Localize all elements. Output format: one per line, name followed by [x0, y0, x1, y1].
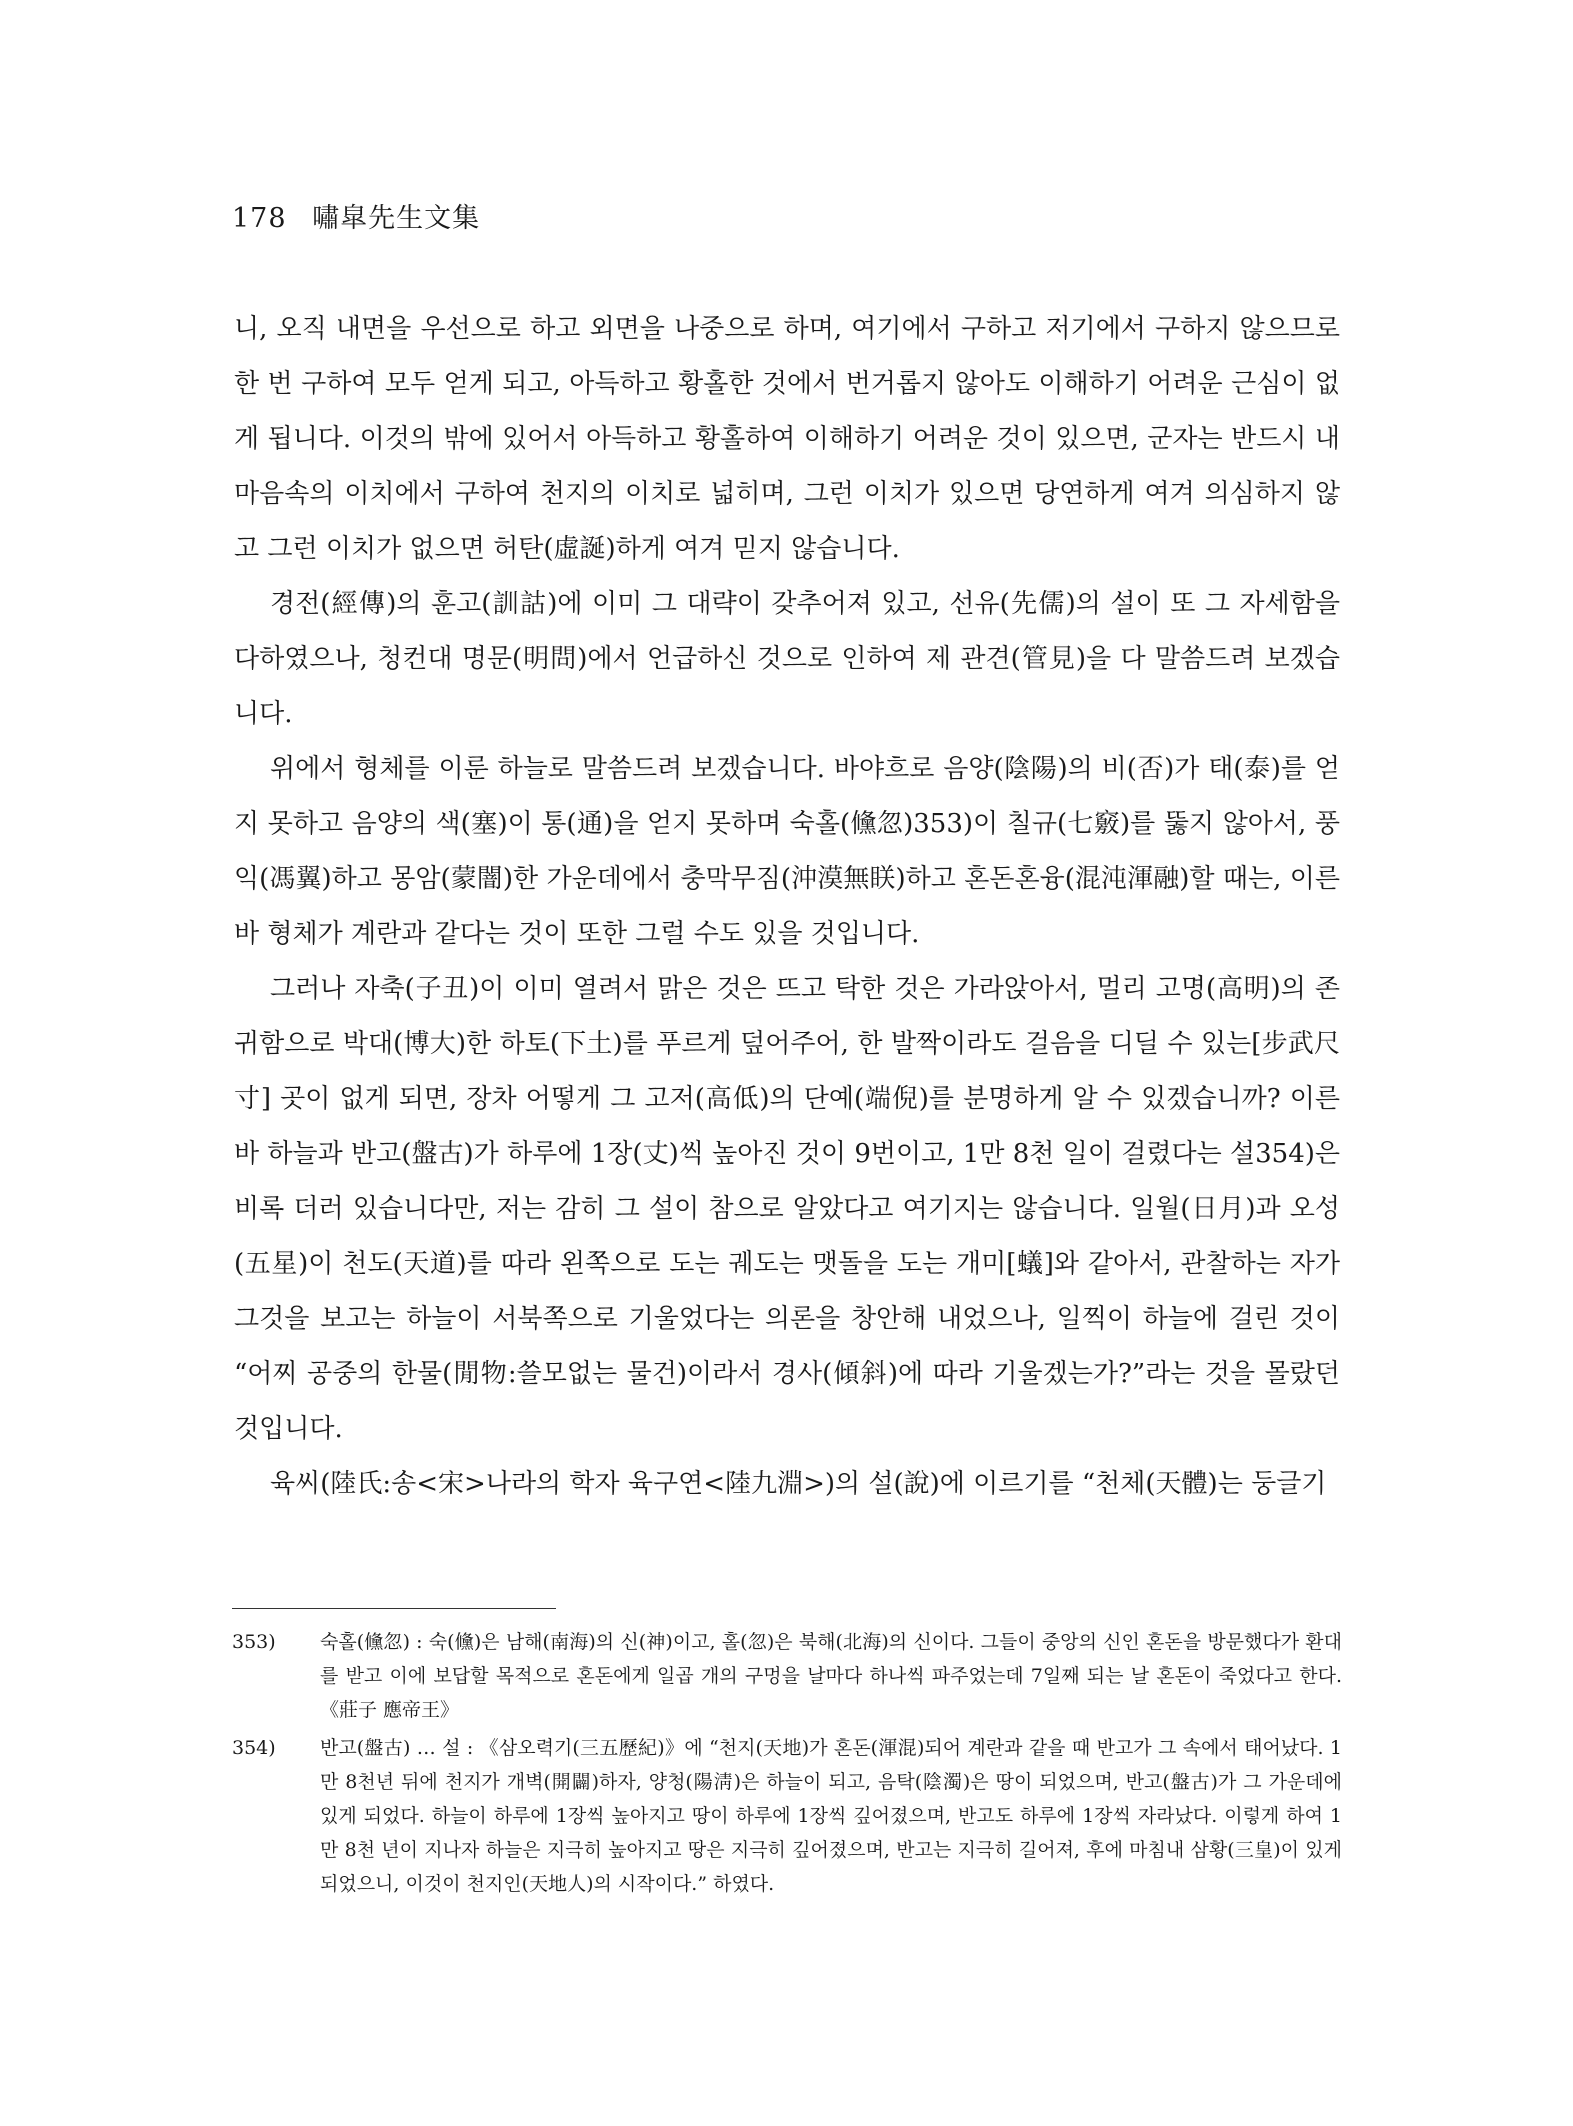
footnote-text: 반고(盤古) … 설 : 《삼오력기(三五歷紀)》에 “천지(天地)가 혼돈(渾混)되어 계란과 같을 때 반고가 그 속에서 태어났다. 1만 8천년 뒤에 천지가 개벽(開闢)하자, 양청(陽淸)은 하늘이 되고, 음탁(陰濁)은 땅이 되었으며, 반고(盤古)가 그 가운데에 있게 되었다. 하늘이 하루에 1장씩 높아지고 땅이 하루에 1장씩 깊어졌으며, 반고도 하루에 1장씩 자라났다. 이렇게 하여 1만 8천 년이 지나자 하늘은 지극히 높아지고 땅은 지극히 깊어졌으며, 반고는 지극히 길어져, 후에 마침내 삼황(三皇)이 있게 되었으니, 이것이 천지인(天地人)의 시작이다.” 하였다.	[320, 1737, 1342, 1895]
footnote-text: 숙홀(儵忽) : 숙(儵)은 남해(南海)의 신(神)이고, 홀(忽)은 북해(北海)의 신이다. 그들이 중앙의 신인 혼돈을 방문했다가 환대를 받고 이에 보답할 목적으로 혼돈에게 일곱 개의 구멍을 날마다 하나씩 파주었는데 7일째 되는 날 혼돈이 죽었다고 한다. 《莊子 應帝王》	[320, 1631, 1342, 1721]
body-text	[234, 302, 1340, 1512]
book-title: 嘯皐先生文集	[312, 203, 481, 234]
page-number: 178	[232, 203, 287, 234]
paragraph: 경전(經傳)의 훈고(訓詁)에 이미 그 대략이 갖추어져 있고, 선유(先儒)의 설이 또 그 자세함을 다하였으나, 청컨대 명문(明問)에서 언급하신 것으로 인하여 제 관견(管見)을 다 말씀드려 보겠습니다.	[234, 589, 1340, 729]
footnotes	[232, 1625, 1342, 1905]
footnote-divider	[232, 1608, 556, 1609]
paragraph: 육씨(陸氏:송<宋>나라의 학자 육구연<陸九淵>)의 설(說)에 이르기를 “천체(天體)는 둥글기	[270, 1469, 1327, 1499]
page-header	[232, 196, 480, 235]
footnote-354	[232, 1731, 1342, 1901]
paragraph-continued: 니, 오직 내면을 우선으로 하고 외면을 나중으로 하며, 여기에서 구하고 저기에서 구하지 않으므로 한 번 구하여 모두 얻게 되고, 아득하고 황홀한 것에서 번거롭지 않아도 이해하기 어려운 근심이 없게 됩니다. 이것의 밖에 있어서 아득하고 황홀하여 이해하기 어려운 것이 있으면, 군자는 반드시 내 마음속의 이치에서 구하여 천지의 이치로 넓히며, 그런 이치가 있으면 당연하게 여겨 의심하지 않고 그런 이치가 없으면 허탄(虛誕)하게 여겨 믿지 않습니다.	[234, 314, 1340, 564]
paragraph: 그러나 자축(子丑)이 이미 열려서 맑은 것은 뜨고 탁한 것은 가라앉아서, 멀리 고명(高明)의 존귀함으로 박대(博大)한 하토(下土)를 푸르게 덮어주어, 한 발짝이라도 걸음을 디딜 수 있는[步武尺寸] 곳이 없게 되면, 장차 어떻게 그 고저(高低)의 단예(端倪)를 분명하게 알 수 있겠습니까? 이른바 하늘과 반고(盤古)가 하루에 1장(丈)씩 높아진 것이 9번이고, 1만 8천 일이 걸렸다는 설354)은 비록 더러 있습니다만, 저는 감히 그 설이 참으로 알았다고 여기지는 않습니다. 일월(日月)과 오성(五星)이 천도(天道)를 따라 왼쪽으로 도는 궤도는 맷돌을 도는 개미[蟻]와 같아서, 관찰하는 자가 그것을 보고는 하늘이 서북쪽으로 기울었다는 의론을 창안해 내었으나, 일찍이 하늘에 걸린 것이 “어찌 공중의 한물(閒物:쓸모없는 물건)이라서 경사(傾斜)에 따라 기울겠는가?”라는 것을 몰랐던 것입니다.	[234, 974, 1340, 1444]
footnote-number: 354)	[232, 1737, 276, 1759]
footnote-353	[232, 1625, 1342, 1727]
footnote-number: 353)	[232, 1631, 276, 1653]
paragraph: 위에서 형체를 이룬 하늘로 말씀드려 보겠습니다. 바야흐로 음양(陰陽)의 비(否)가 태(泰)를 얻지 못하고 음양의 색(塞)이 통(通)을 얻지 못하며 숙홀(儵忽)353)이 칠규(七竅)를 뚫지 않아서, 풍익(馮翼)하고 몽암(蒙闇)한 가운데에서 충막무짐(沖漠無眹)하고 혼돈혼융(混沌渾融)할 때는, 이른바 형체가 계란과 같다는 것이 또한 그럴 수도 있을 것입니다.	[234, 754, 1340, 949]
